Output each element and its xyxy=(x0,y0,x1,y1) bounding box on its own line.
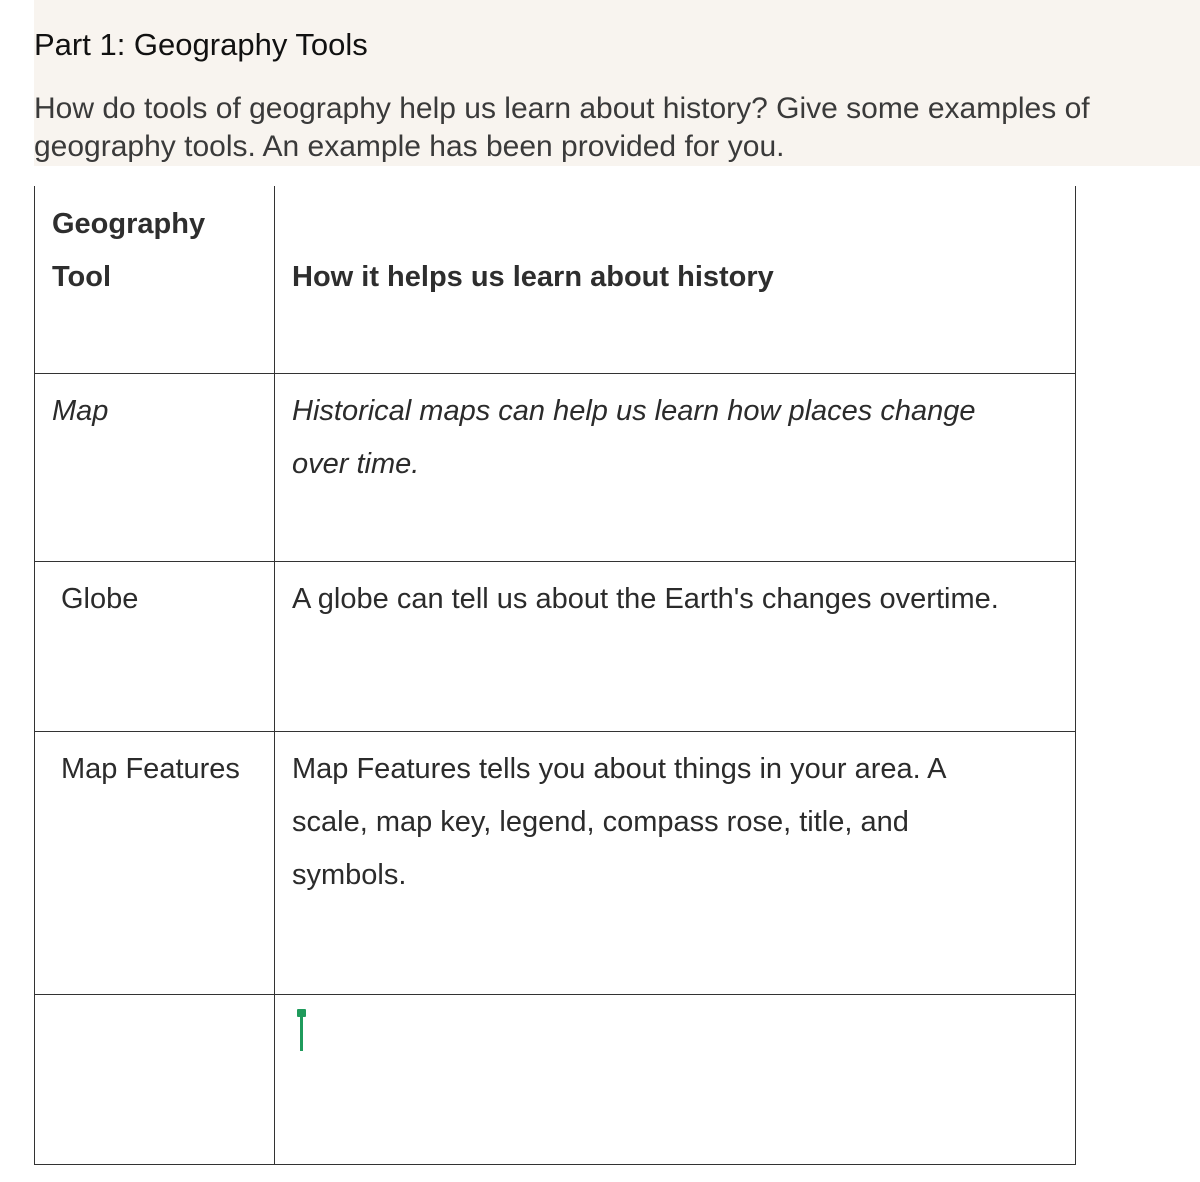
intro-section xyxy=(34,0,1200,166)
tool-cell[interactable] xyxy=(35,731,275,994)
tool-cell[interactable] xyxy=(35,561,275,731)
description-cell[interactable] xyxy=(275,731,1076,994)
text-cursor xyxy=(295,1009,309,1053)
table-row xyxy=(35,731,1076,994)
header-cell-tool xyxy=(35,186,275,373)
tool-cell[interactable] xyxy=(35,994,275,1164)
header-label-tool: Geography Tool xyxy=(52,208,206,293)
tool-description: A globe can tell us about the Earth's changes overtime. xyxy=(292,582,999,615)
geography-tools-table xyxy=(34,186,1076,1165)
tool-description: Map Features tells you about things in your area. A scale, map key, legend, compass rose, title, and symbols. xyxy=(292,752,945,891)
tool-cell[interactable] xyxy=(35,373,275,561)
question-prompt: How do tools of geography help us learn about history? Give some examples of geography tools. An example has been provided for you. xyxy=(34,92,1090,163)
description-cell[interactable] xyxy=(275,373,1076,561)
tool-name: Globe xyxy=(61,582,139,615)
table-row xyxy=(35,373,1076,561)
tool-description: Historical maps can help us learn how places change over time. xyxy=(292,394,976,480)
table-row xyxy=(35,561,1076,731)
header-label-description: How it helps us learn about history xyxy=(292,261,774,293)
description-cell[interactable] xyxy=(275,561,1076,731)
table-row xyxy=(35,994,1076,1164)
part-title: Part 1: Geography Tools xyxy=(34,27,368,62)
header-cell-description xyxy=(275,186,1076,373)
tool-name: Map xyxy=(52,394,109,427)
description-cell-active[interactable] xyxy=(275,994,1076,1164)
tool-name: Map Features xyxy=(61,752,240,785)
table-header-row xyxy=(35,186,1076,373)
tool-name xyxy=(35,995,274,1006)
